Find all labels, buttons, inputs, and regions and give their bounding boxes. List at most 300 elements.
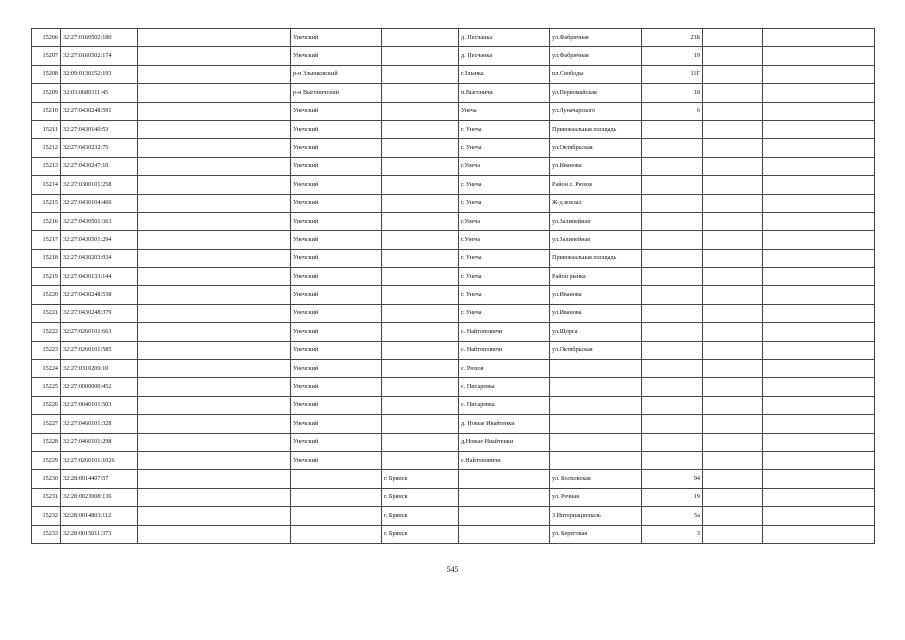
street-cell [550, 433, 642, 451]
notes-column-cell [763, 212, 875, 230]
table-row [32, 286, 875, 304]
notes-column-cell [763, 507, 875, 525]
extra-column-cell [703, 249, 763, 267]
district-cell: Унечский [291, 323, 382, 341]
extra-column-cell [703, 102, 763, 120]
notes-column-cell [763, 378, 875, 396]
locality-cell: д.Новые Ивайтенки [459, 433, 550, 451]
city-cell: г. Брянск [382, 470, 459, 488]
table-row [32, 194, 875, 212]
extra-column-cell [703, 488, 763, 506]
notes-column-cell [763, 488, 875, 506]
locality-cell: д. Песчанка [459, 29, 550, 47]
cadastral-number-cell: 32:27:0430104:460 [61, 194, 138, 212]
table-row [32, 433, 875, 451]
locality-cell [459, 470, 550, 488]
house-number-cell [642, 176, 703, 194]
empty-column-cell [138, 525, 291, 543]
street-cell [550, 378, 642, 396]
house-number-cell [642, 120, 703, 138]
city-cell [382, 65, 459, 83]
city-cell [382, 120, 459, 138]
house-number-cell: 3 [642, 525, 703, 543]
table-row [32, 176, 875, 194]
row-number-cell: 15207 [32, 47, 61, 65]
street-cell: ул.Октябрьская [550, 341, 642, 359]
row-number-cell: 15206 [32, 29, 61, 47]
notes-column-cell [763, 525, 875, 543]
district-cell: Унечский [291, 194, 382, 212]
street-cell: пл.Свободы [550, 65, 642, 83]
row-number-cell: 15210 [32, 102, 61, 120]
locality-cell: г.Унеча [459, 212, 550, 230]
house-number-cell: 6 [642, 102, 703, 120]
city-cell: г. Брянск [382, 507, 459, 525]
cadastral-number-cell: 32:27:0260101:1026 [61, 451, 138, 469]
house-number-cell [642, 415, 703, 433]
locality-cell: с. Писаревка [459, 396, 550, 414]
locality-cell: д. Новые Ивайтенки [459, 415, 550, 433]
city-cell [382, 304, 459, 322]
district-cell: Унечский [291, 268, 382, 286]
street-cell: ул.Фабричная [550, 47, 642, 65]
cadastral-number-cell: 32:27:0430248:379 [61, 304, 138, 322]
city-cell [382, 268, 459, 286]
street-cell: ул. Речная [550, 488, 642, 506]
table-row [32, 360, 875, 378]
table-row [32, 323, 875, 341]
table-row [32, 84, 875, 102]
notes-column-cell [763, 84, 875, 102]
city-cell: г. Брянск [382, 488, 459, 506]
district-cell: Унечский [291, 451, 382, 469]
locality-cell: с.Найтоповичи [459, 451, 550, 469]
cadastral-number-cell: 32:27:0430247:10 [61, 157, 138, 175]
extra-column-cell [703, 360, 763, 378]
cadastral-number-cell: 32:27:0430501:363 [61, 212, 138, 230]
table-row [32, 249, 875, 267]
empty-column-cell [138, 194, 291, 212]
house-number-cell: 11Г [642, 65, 703, 83]
street-cell: ул.Иванова [550, 286, 642, 304]
house-number-cell [642, 396, 703, 414]
cadastral-number-cell: 32:27:0260101:585 [61, 341, 138, 359]
empty-column-cell [138, 249, 291, 267]
city-cell [382, 139, 459, 157]
city-cell [382, 157, 459, 175]
locality-cell: г.Унеча [459, 157, 550, 175]
street-cell: Район рынка [550, 268, 642, 286]
city-cell [382, 29, 459, 47]
house-number-cell [642, 378, 703, 396]
extra-column-cell [703, 120, 763, 138]
table-body [32, 29, 875, 544]
district-cell: Унечский [291, 249, 382, 267]
district-cell: р-н Злынковский [291, 65, 382, 83]
house-number-cell: 19 [642, 47, 703, 65]
empty-column-cell [138, 29, 291, 47]
notes-column-cell [763, 360, 875, 378]
empty-column-cell [138, 120, 291, 138]
extra-column-cell [703, 378, 763, 396]
street-cell: Привокзальная площадь [550, 249, 642, 267]
empty-column-cell [138, 212, 291, 230]
table-row [32, 157, 875, 175]
notes-column-cell [763, 102, 875, 120]
notes-column-cell [763, 415, 875, 433]
street-cell: Ж-д вокзал [550, 194, 642, 212]
table-row [32, 139, 875, 157]
extra-column-cell [703, 84, 763, 102]
city-cell [382, 212, 459, 230]
notes-column-cell [763, 304, 875, 322]
district-cell: Унечский [291, 396, 382, 414]
extra-column-cell [703, 470, 763, 488]
empty-column-cell [138, 360, 291, 378]
row-number-cell: 15220 [32, 286, 61, 304]
house-number-cell: 5а [642, 507, 703, 525]
locality-cell: д. Песчанка [459, 47, 550, 65]
notes-column-cell [763, 451, 875, 469]
house-number-cell [642, 212, 703, 230]
district-cell: Унечский [291, 231, 382, 249]
empty-column-cell [138, 341, 291, 359]
district-cell: Унечский [291, 120, 382, 138]
locality-cell [459, 488, 550, 506]
row-number-cell: 15232 [32, 507, 61, 525]
house-number-cell [642, 433, 703, 451]
notes-column-cell [763, 139, 875, 157]
row-number-cell: 15209 [32, 84, 61, 102]
table-row [32, 470, 875, 488]
cadastral-number-cell: 32:27:0460101:298 [61, 433, 138, 451]
city-cell [382, 451, 459, 469]
registry-table [31, 28, 875, 544]
street-cell: ул.Щорса [550, 323, 642, 341]
row-number-cell: 15223 [32, 341, 61, 359]
row-number-cell: 15226 [32, 396, 61, 414]
street-cell: ул.Фабричная [550, 29, 642, 47]
extra-column-cell [703, 157, 763, 175]
extra-column-cell [703, 341, 763, 359]
extra-column-cell [703, 323, 763, 341]
locality-cell: г. Унеча [459, 249, 550, 267]
notes-column-cell [763, 120, 875, 138]
house-number-cell: 23Б [642, 29, 703, 47]
street-cell: Привокзальная площадь [550, 120, 642, 138]
city-cell [382, 360, 459, 378]
district-cell: Унечский [291, 433, 382, 451]
street-cell: ул.Октябрьская [550, 139, 642, 157]
city-cell [382, 102, 459, 120]
table-row [32, 268, 875, 286]
row-number-cell: 15216 [32, 212, 61, 230]
row-number-cell: 15231 [32, 488, 61, 506]
city-cell [382, 378, 459, 396]
house-number-cell: 18 [642, 84, 703, 102]
city-cell [382, 231, 459, 249]
row-number-cell: 15230 [32, 470, 61, 488]
notes-column-cell [763, 176, 875, 194]
street-cell [550, 396, 642, 414]
district-cell: Унечский [291, 212, 382, 230]
house-number-cell [642, 231, 703, 249]
empty-column-cell [138, 176, 291, 194]
empty-column-cell [138, 47, 291, 65]
street-cell: ул. Болховская [550, 470, 642, 488]
locality-cell [459, 507, 550, 525]
locality-cell: г.Унеча [459, 231, 550, 249]
street-cell [550, 415, 642, 433]
city-cell [382, 323, 459, 341]
locality-cell: г. Унеча [459, 268, 550, 286]
extra-column-cell [703, 286, 763, 304]
row-number-cell: 15212 [32, 139, 61, 157]
locality-cell: Унеча [459, 102, 550, 120]
extra-column-cell [703, 451, 763, 469]
extra-column-cell [703, 525, 763, 543]
row-number-cell: 15225 [32, 378, 61, 396]
city-cell [382, 341, 459, 359]
city-cell [382, 176, 459, 194]
notes-column-cell [763, 268, 875, 286]
district-cell: Унечский [291, 304, 382, 322]
house-number-cell [642, 286, 703, 304]
cadastral-number-cell: 32:27:0430232:75 [61, 139, 138, 157]
notes-column-cell [763, 194, 875, 212]
table-row [32, 396, 875, 414]
cadastral-number-cell: 32:27:0040101:503 [61, 396, 138, 414]
empty-column-cell [138, 157, 291, 175]
extra-column-cell [703, 176, 763, 194]
extra-column-cell [703, 304, 763, 322]
extra-column-cell [703, 194, 763, 212]
empty-column-cell [138, 396, 291, 414]
street-cell: Район с. Рюхов [550, 176, 642, 194]
locality-cell: г. Унеча [459, 120, 550, 138]
table-row [32, 415, 875, 433]
notes-column-cell [763, 231, 875, 249]
locality-cell: г. Унеча [459, 304, 550, 322]
table-row [32, 47, 875, 65]
cadastral-number-cell: 32:27:0430203:934 [61, 249, 138, 267]
street-cell: ул.Залинейная [550, 231, 642, 249]
empty-column-cell [138, 139, 291, 157]
extra-column-cell [703, 507, 763, 525]
row-number-cell: 15213 [32, 157, 61, 175]
street-cell: ул.Иванова [550, 304, 642, 322]
table-row [32, 231, 875, 249]
house-number-cell [642, 249, 703, 267]
notes-column-cell [763, 433, 875, 451]
extra-column-cell [703, 29, 763, 47]
cadastral-number-cell: 32:27:0000000:452 [61, 378, 138, 396]
city-cell [382, 194, 459, 212]
cadastral-number-cell: 32:27:0260101:663 [61, 323, 138, 341]
house-number-cell [642, 139, 703, 157]
cadastral-number-cell: 32:27:0430140:53 [61, 120, 138, 138]
empty-column-cell [138, 231, 291, 249]
table-row [32, 120, 875, 138]
row-number-cell: 15214 [32, 176, 61, 194]
locality-cell: г. Унеча [459, 139, 550, 157]
notes-column-cell [763, 396, 875, 414]
locality-cell [459, 525, 550, 543]
house-number-cell: 94 [642, 470, 703, 488]
table-row [32, 341, 875, 359]
house-number-cell [642, 323, 703, 341]
cadastral-number-cell: 32:03:0680311:45 [61, 84, 138, 102]
row-number-cell: 15222 [32, 323, 61, 341]
locality-cell: с. Рюхов [459, 360, 550, 378]
cadastral-number-cell: 32:28:0015011:373 [61, 525, 138, 543]
empty-column-cell [138, 323, 291, 341]
street-cell [550, 451, 642, 469]
empty-column-cell [138, 378, 291, 396]
notes-column-cell [763, 47, 875, 65]
table-row [32, 212, 875, 230]
cadastral-number-cell: 32:27:0430501:294 [61, 231, 138, 249]
house-number-cell [642, 304, 703, 322]
district-cell: Унечский [291, 47, 382, 65]
table-row [32, 525, 875, 543]
row-number-cell: 15228 [32, 433, 61, 451]
locality-cell: п.Выгоничи [459, 84, 550, 102]
district-cell: Унечский [291, 102, 382, 120]
extra-column-cell [703, 139, 763, 157]
row-number-cell: 15227 [32, 415, 61, 433]
empty-column-cell [138, 415, 291, 433]
house-number-cell [642, 451, 703, 469]
notes-column-cell [763, 323, 875, 341]
locality-cell: г. Унеча [459, 176, 550, 194]
cadastral-number-cell: 32:27:0310209:10 [61, 360, 138, 378]
extra-column-cell [703, 231, 763, 249]
row-number-cell: 15218 [32, 249, 61, 267]
city-cell [382, 84, 459, 102]
extra-column-cell [703, 65, 763, 83]
district-cell: р-н Выгоничский [291, 84, 382, 102]
city-cell [382, 249, 459, 267]
table-row [32, 29, 875, 47]
district-cell [291, 507, 382, 525]
empty-column-cell [138, 304, 291, 322]
extra-column-cell [703, 415, 763, 433]
house-number-cell: 19 [642, 488, 703, 506]
row-number-cell: 15224 [32, 360, 61, 378]
notes-column-cell [763, 286, 875, 304]
table-row [32, 304, 875, 322]
cadastral-number-cell: 32:27:0300101:258 [61, 176, 138, 194]
cadastral-number-cell: 32:09:0130152:193 [61, 65, 138, 83]
row-number-cell: 15211 [32, 120, 61, 138]
row-number-cell: 15219 [32, 268, 61, 286]
extra-column-cell [703, 433, 763, 451]
notes-column-cell [763, 157, 875, 175]
house-number-cell [642, 268, 703, 286]
cadastral-number-cell: 32:28:0023008:136 [61, 488, 138, 506]
district-cell [291, 488, 382, 506]
notes-column-cell [763, 65, 875, 83]
locality-cell: с. Найтоповичи [459, 323, 550, 341]
district-cell: Унечский [291, 176, 382, 194]
notes-column-cell [763, 470, 875, 488]
district-cell: Унечский [291, 139, 382, 157]
extra-column-cell [703, 47, 763, 65]
table-row [32, 451, 875, 469]
street-cell: ул.Луначарского [550, 102, 642, 120]
house-number-cell [642, 341, 703, 359]
locality-cell: г. Унеча [459, 286, 550, 304]
street-cell: 3 Интернациональ [550, 507, 642, 525]
row-number-cell: 15233 [32, 525, 61, 543]
empty-column-cell [138, 507, 291, 525]
city-cell [382, 396, 459, 414]
empty-column-cell [138, 451, 291, 469]
district-cell: Унечский [291, 360, 382, 378]
district-cell: Унечский [291, 415, 382, 433]
locality-cell: с. Писаревка [459, 378, 550, 396]
city-cell [382, 433, 459, 451]
locality-cell: г.Злынка [459, 65, 550, 83]
row-number-cell: 15217 [32, 231, 61, 249]
street-cell: ул.Первомайская [550, 84, 642, 102]
empty-column-cell [138, 65, 291, 83]
table-row [32, 102, 875, 120]
cadastral-number-cell: 32:28:0014407:57 [61, 470, 138, 488]
city-cell: г. Брянск [382, 525, 459, 543]
locality-cell: г. Унеча [459, 194, 550, 212]
cadastral-number-cell: 32:27:0160502:174 [61, 47, 138, 65]
table-row [32, 65, 875, 83]
extra-column-cell [703, 396, 763, 414]
district-cell: Унечский [291, 286, 382, 304]
extra-column-cell [703, 212, 763, 230]
district-cell: Унечский [291, 29, 382, 47]
notes-column-cell [763, 249, 875, 267]
cadastral-number-cell: 32:27:0430248:538 [61, 286, 138, 304]
district-cell [291, 470, 382, 488]
row-number-cell: 15208 [32, 65, 61, 83]
table-row [32, 488, 875, 506]
empty-column-cell [138, 433, 291, 451]
city-cell [382, 286, 459, 304]
empty-column-cell [138, 102, 291, 120]
street-cell: ул. Береговая [550, 525, 642, 543]
row-number-cell: 15215 [32, 194, 61, 212]
district-cell [291, 525, 382, 543]
cadastral-number-cell: 32:28:0014803:112 [61, 507, 138, 525]
city-cell [382, 415, 459, 433]
notes-column-cell [763, 29, 875, 47]
district-cell: Унечский [291, 341, 382, 359]
cadastral-number-cell: 32:27:0430133:144 [61, 268, 138, 286]
house-number-cell [642, 360, 703, 378]
cadastral-number-cell: 32:27:0430248:591 [61, 102, 138, 120]
locality-cell: с. Найтоповичи [459, 341, 550, 359]
house-number-cell [642, 157, 703, 175]
extra-column-cell [703, 268, 763, 286]
district-cell: Унечский [291, 157, 382, 175]
row-number-cell: 15229 [32, 451, 61, 469]
page-number: 545 [446, 565, 459, 574]
house-number-cell [642, 194, 703, 212]
empty-column-cell [138, 470, 291, 488]
cadastral-number-cell: 32:27:0160502:180 [61, 29, 138, 47]
table-row [32, 507, 875, 525]
street-cell [550, 360, 642, 378]
notes-column-cell [763, 341, 875, 359]
